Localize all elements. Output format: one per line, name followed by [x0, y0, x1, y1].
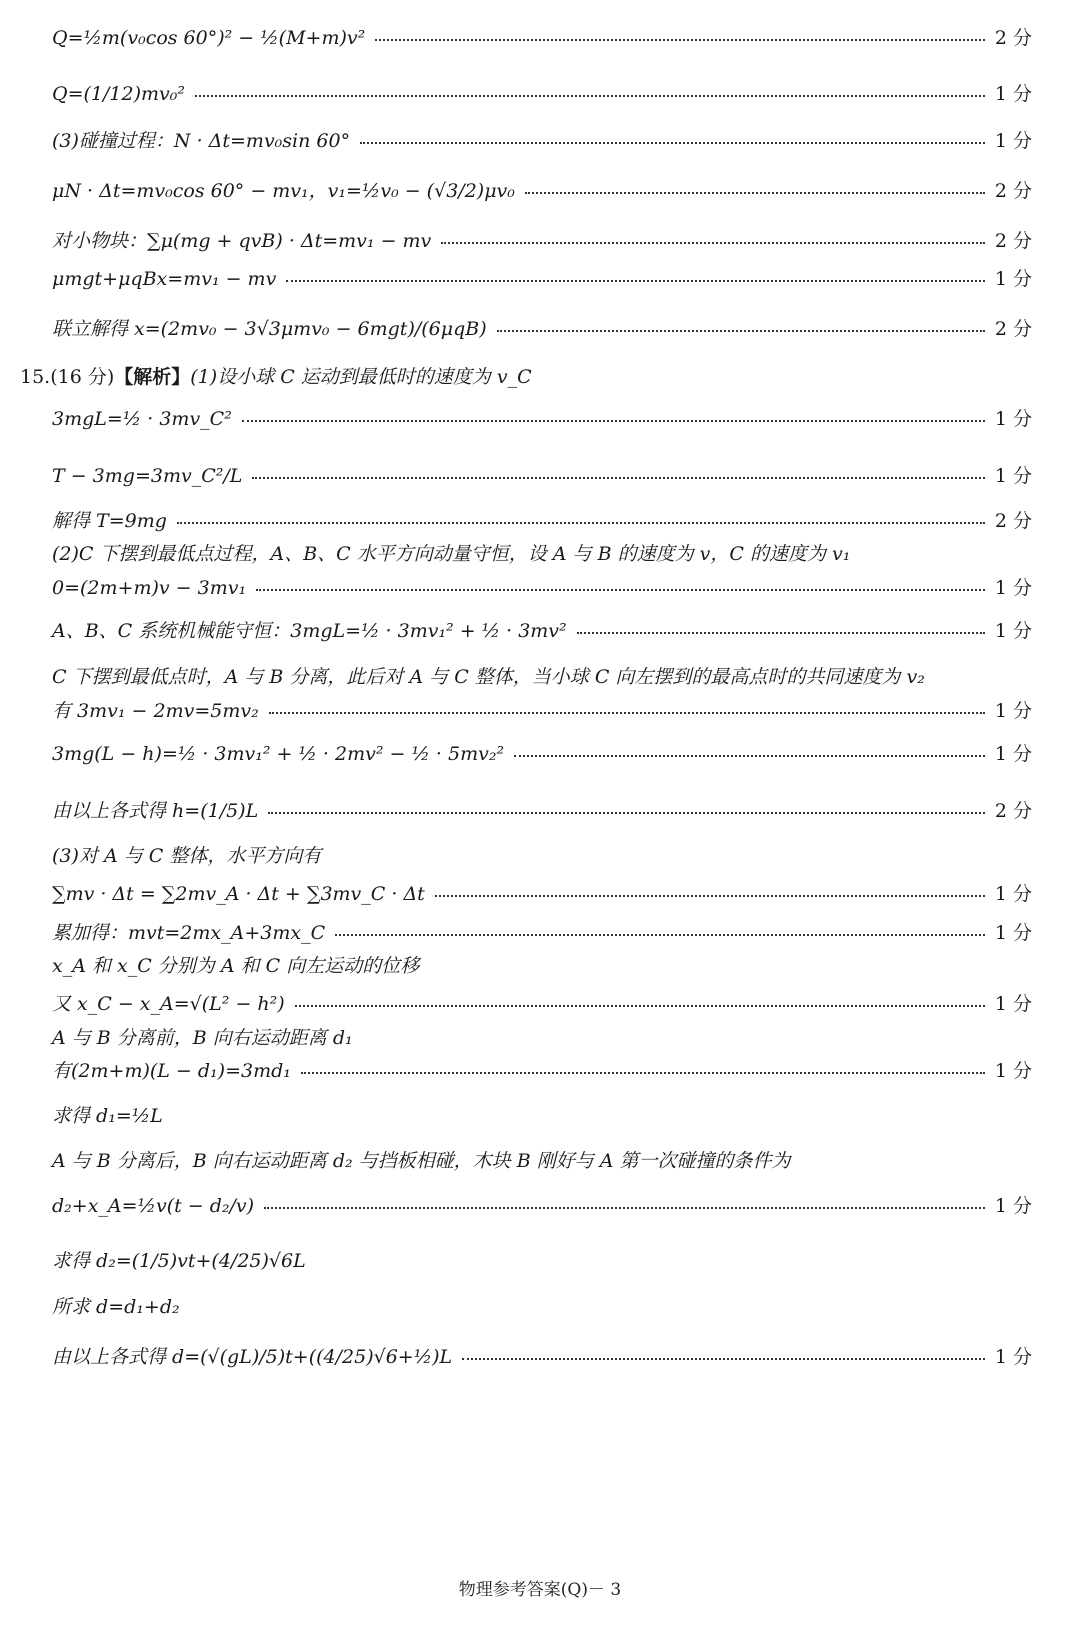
score: 2 分: [994, 318, 1032, 340]
equation: (3)对 A 与 C 整体，水平方向有: [52, 845, 322, 867]
dot-leader: [360, 142, 985, 144]
answer-line-27: [52, 1150, 1032, 1173]
answer-line-4: [52, 180, 1032, 203]
dot-leader: [256, 589, 985, 591]
equation: 求得 d₁=½L: [52, 1105, 163, 1127]
score: 1 分: [994, 993, 1032, 1015]
score: 1 分: [994, 1060, 1032, 1082]
answer-line-7: [52, 318, 1032, 341]
score: 1 分: [994, 577, 1032, 599]
equation: ∑mv · Δt = ∑2mv_A · Δt + ∑3mv_C · Δt: [52, 883, 425, 905]
answer-line-30: [52, 1296, 1032, 1319]
dot-leader: [295, 1005, 985, 1007]
dot-leader: [335, 934, 985, 936]
score: 1 分: [994, 922, 1032, 944]
dot-leader: [577, 632, 985, 634]
dot-leader: [242, 420, 985, 422]
answer-line-16: [52, 700, 1032, 723]
answer-line-28: [52, 1195, 1032, 1218]
equation: 累加得：mvt=2mx_A+3mx_C: [52, 922, 326, 944]
page-footer: 物理参考答案(Q)－ 3: [458, 1580, 622, 1600]
dot-leader: [435, 895, 985, 897]
answer-line-20: [52, 883, 1032, 906]
score: 1 分: [994, 408, 1032, 430]
equation: 又 x_C − x_A=√(L² − h²): [52, 993, 285, 1015]
score: 2 分: [994, 230, 1032, 252]
dot-leader: [441, 242, 985, 244]
dot-leader: [375, 39, 985, 41]
question-number: 15.(16 分): [20, 366, 115, 388]
equation: (3)碰撞过程：N · Δt=mv₀sin 60°: [52, 130, 351, 152]
score: 2 分: [994, 180, 1032, 202]
equation: A 与 B 分离后，B 向右运动距离 d₂ 与挡板相碰，木块 B 刚好与 A 第一次碰撞的条件为: [52, 1150, 791, 1172]
equation: 0=(2m+m)v − 3mv₁: [52, 577, 247, 599]
answer-line-3: [52, 130, 1032, 153]
answer-line-9: [52, 408, 1032, 431]
analysis-label: 【解析】: [114, 366, 191, 388]
score: 1 分: [994, 1195, 1032, 1217]
answer-line-1: [52, 27, 1032, 50]
answer-line-29: [52, 1250, 1032, 1273]
score: 1 分: [994, 268, 1032, 290]
answer-line-18: [52, 800, 1032, 823]
score: 2 分: [994, 800, 1032, 822]
score: 1 分: [994, 465, 1032, 487]
dot-leader: [514, 755, 985, 757]
equation: 有 3mv₁ − 2mv=5mv₂: [52, 700, 259, 722]
score: 1 分: [994, 130, 1032, 152]
equation: T − 3mg=3mv_C²/L: [52, 465, 243, 487]
answer-line-5: [52, 230, 1032, 253]
equation: 有(2m+m)(L − d₁)=3md₁: [52, 1060, 291, 1082]
score: 2 分: [994, 510, 1032, 532]
answer-line-22: [52, 955, 1032, 978]
dot-leader: [252, 477, 984, 479]
score: 1 分: [994, 620, 1032, 642]
score: 1 分: [994, 700, 1032, 722]
equation: A、B、C 系统机械能守恒：3mgL=½ · 3mv₁² + ½ · 3mv²: [52, 620, 567, 642]
equation: 联立解得 x=(2mv₀ − 3√3μmv₀ − 6mgt)/(6μqB): [52, 318, 487, 340]
dot-leader: [195, 95, 985, 97]
answer-line-31: [52, 1346, 1032, 1369]
equation: 求得 d₂=(1/5)vt+(4/25)√6L: [52, 1250, 306, 1272]
answer-line-11: [52, 510, 1032, 533]
answer-line-26: [52, 1105, 1032, 1128]
answer-line-23: [52, 993, 1032, 1016]
equation: 由以上各式得 h=(1/5)L: [52, 800, 259, 822]
answer-line-13: [52, 577, 1032, 600]
equation: 3mgL=½ · 3mv_C²: [52, 408, 232, 430]
answer-line-2: [52, 83, 1032, 106]
answer-line-25: [52, 1060, 1032, 1083]
answer-line-15: [52, 666, 1032, 689]
equation: Q=½m(v₀cos 60°)² − ½(M+m)v²: [52, 27, 366, 49]
dot-leader: [301, 1072, 985, 1074]
answer-line-17: [52, 743, 1032, 766]
question-15-heading: [20, 366, 1032, 389]
equation: 3mg(L − h)=½ · 3mv₁² + ½ · 2mv² − ½ · 5mv₂²: [52, 743, 505, 765]
equation: μN · Δt=mv₀cos 60° − mv₁，v₁=½v₀ − (√3/2)μv₀: [52, 180, 515, 202]
dot-leader: [525, 192, 985, 194]
equation: Q=(1/12)mv₀²: [52, 83, 185, 105]
equation: x_A 和 x_C 分别为 A 和 C 向左运动的位移: [52, 955, 420, 977]
dot-leader: [264, 1207, 985, 1209]
equation: d₂+x_A=½v(t − d₂/v): [52, 1195, 255, 1217]
equation: 所求 d=d₁+d₂: [52, 1296, 180, 1318]
answer-line-14: [52, 620, 1032, 643]
score: 1 分: [994, 883, 1032, 905]
dot-leader: [177, 522, 985, 524]
answer-line-24: [52, 1027, 1032, 1050]
score: 1 分: [994, 83, 1032, 105]
equation: (1)设小球 C 运动到最低时的速度为 v_C: [190, 366, 532, 388]
answer-line-19: [52, 845, 1032, 868]
equation: μmgt+μqBx=mv₁ − mv: [52, 268, 277, 290]
score: 1 分: [994, 743, 1032, 765]
dot-leader: [462, 1358, 985, 1360]
answer-line-6: [52, 268, 1032, 291]
equation: (2)C 下摆到最低点过程，A、B、C 水平方向动量守恒，设 A 与 B 的速度为 v，C 的速度为 v₁: [52, 543, 851, 565]
equation: 解得 T=9mg: [52, 510, 167, 532]
dot-leader: [497, 330, 985, 332]
answer-line-12: [52, 543, 1032, 566]
answer-line-10: [52, 465, 1032, 488]
equation: 对小物块：∑μ(mg + qvB) · Δt=mv₁ − mv: [52, 230, 432, 252]
answer-line-21: [52, 922, 1032, 945]
dot-leader: [268, 812, 985, 814]
dot-leader: [269, 712, 985, 714]
score: 2 分: [994, 27, 1032, 49]
equation: A 与 B 分离前，B 向右运动距离 d₁: [52, 1027, 353, 1049]
equation: 由以上各式得 d=(√(gL)/5)t+((4/25)√6+½)L: [52, 1346, 453, 1368]
dot-leader: [286, 280, 985, 282]
equation: C 下摆到最低点时，A 与 B 分离，此后对 A 与 C 整体，当小球 C 向左摆到的最高点时的共同速度为 v₂: [52, 666, 925, 688]
score: 1 分: [994, 1346, 1032, 1368]
